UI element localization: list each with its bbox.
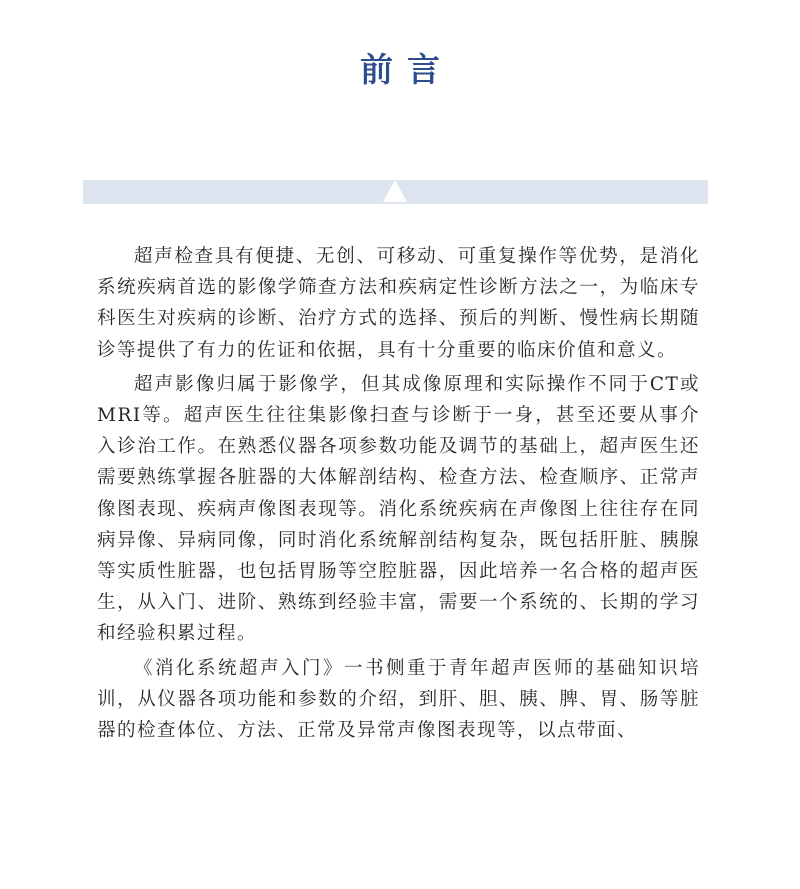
paragraph-3: 《消化系统超声入门》一书侧重于青年超声医师的基础知识培训，从仪器各项功能和参数的介绍，到肝、胆、胰、脾、胃、肠等脏器的检查体位、方法、正常及异常声像图表现等，以点带面、 <box>97 657 700 742</box>
preface-body <box>97 241 700 746</box>
divider-notch <box>383 180 407 202</box>
page-title: 前言 <box>360 50 454 89</box>
paragraph-2: 超声影像归属于影像学，但其成像原理和实际操作不同于CT或MRI等。超声医生往往集影像扫查与诊断于一身，甚至还要从事介入诊治工作。在熟悉仪器各项参数功能及调节的基础上，超声医生还需要熟练掌握各脏器的大体解剖结构、检查方法、检查顺序、正常声像图表现、疾病声像图表现等。消化系统疾病在声像图上往往存在同病异像、异病同像，同时消化系统解剖结构复杂，既包括肝脏、胰腺等实质性脏器，也包括胃肠等空腔脏器，因此培养一名合格的超声医生，从入门、进阶、熟练到经验丰富，需要一个系统的、长期的学习和经验积累过程。 <box>97 373 700 645</box>
paragraph-1: 超声检查具有便捷、无创、可移动、可重复操作等优势，是消化系统疾病首选的影像学筛查方法和疾病定性诊断方法之一，为临床专科医生对疾病的诊断、治疗方式的选择、预后的判断、慢性病长期随诊等提供了有力的佐证和依据，具有十分重要的临床价值和意义。 <box>97 246 700 361</box>
